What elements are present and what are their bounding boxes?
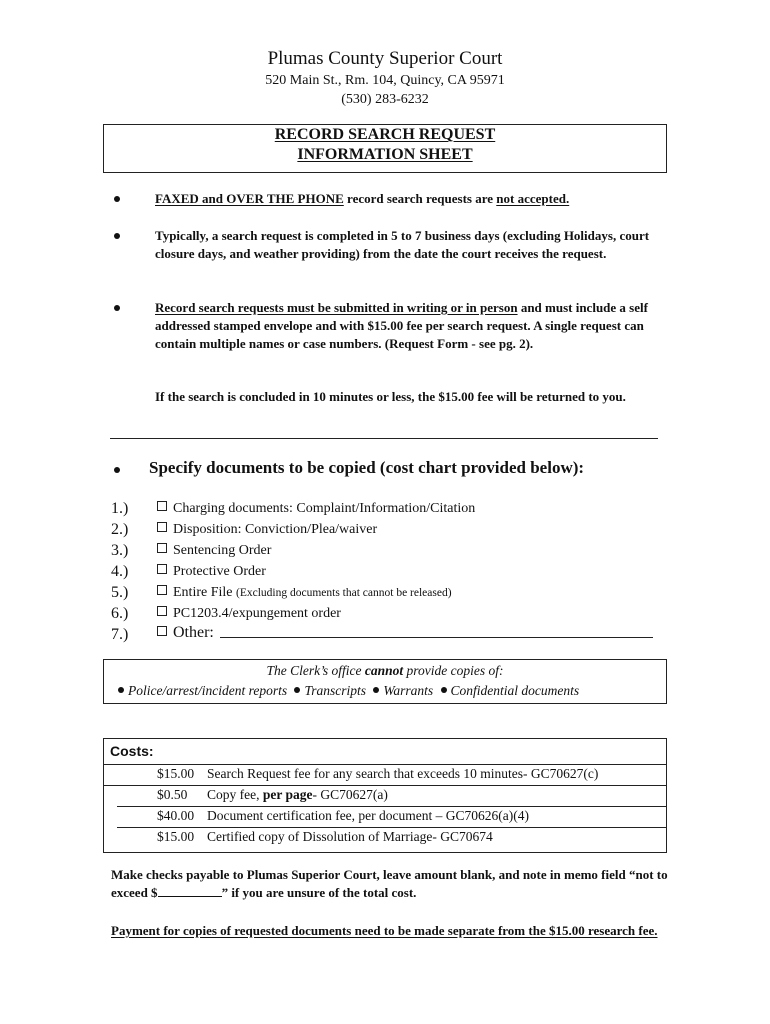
bullet-icon [114,233,120,239]
other-blank-line [220,637,653,638]
checkbox-icon [157,543,167,553]
checkbox-icon [157,626,167,636]
checkbox-icon [157,585,167,595]
checkbox-icon [157,606,167,616]
cost-row: $15.00 Certified copy of Dissolution of Marriage- GC70674 [157,829,493,844]
court-phone: (530) 283-6232 [341,92,429,107]
payment-instructions: Make checks payable to Plumas Superior Court, leave amount blank, and note in memo field “not to exceed $ ” if you are unsure of the total cost. [111,867,668,900]
item-number: 1.) [111,500,129,517]
document-option: PC1203.4/expungement order [157,606,341,622]
checkbox-icon [157,564,167,574]
table-divider [117,827,666,828]
costs-label: Costs: [110,743,154,759]
divider [110,438,658,439]
table-divider [104,764,666,765]
item-number: 7.) [111,626,129,643]
title-line-2: INFORMATION SHEET [297,146,473,163]
bullet-icon [114,467,120,473]
table-divider [117,806,666,807]
restricted-documents-list: Police/arrest/incident reports Transcripts Warrants Confidential documents [114,683,579,699]
bullet-icon [441,687,447,693]
bullet-icon [294,687,300,693]
title-line-1: RECORD SEARCH REQUEST [274,126,496,143]
item-number: 3.) [111,542,129,559]
separate-payment-notice: Payment for copies of requested documents need to be made separate from the $15.00 research fee. [111,923,658,938]
title-box [103,124,667,173]
document-option: Protective Order [157,564,266,580]
item-number: 4.) [111,563,129,580]
processing-time-text: Typically, a search request is completed in 5 to 7 business days (excluding Holidays, court closure days, and weather providing) from the date the court receives the request. [155,228,650,261]
refund-text: If the search is concluded in 10 minutes or less, the $15.00 fee will be returned to you. [155,389,626,404]
item-number: 5.) [111,584,129,601]
documents-heading: Specify documents to be copied (cost chart provided below): [149,458,585,477]
table-divider [104,785,666,786]
checkbox-icon [157,522,167,532]
submission-requirements-text: Record search requests must be submitted in writing or in person and must include a self addressed stamped envelope and with $15.00 fee per search request. A single request can contain multiple names or case numbers. (Request Form - see pg. 2). [155,300,648,351]
court-name: Plumas County Superior Court [267,48,503,69]
item-number: 2.) [111,521,129,538]
bullet-icon [118,687,124,693]
document-option: Disposition: Conviction/Plea/waiver [157,522,377,538]
document-option-other: Other: [157,624,214,642]
document-option: Sentencing Order [157,543,271,559]
cost-row: $40.00 Document certification fee, per document – GC70626(a)(4) [157,808,530,823]
clerk-notice-heading: The Clerk’s office cannot provide copies of: [266,663,504,678]
cost-row: $15.00 Search Request fee for any search that exceeds 10 minutes- GC70627(c) [157,766,599,781]
bullet-icon [114,196,120,202]
bullet-icon [373,687,379,693]
item-number: 6.) [111,605,129,622]
document-option: Entire File (Excluding documents that cannot be released) [157,585,452,601]
notice-fax-phone: FAXED and OVER THE PHONE record search requests are not accepted. [155,191,570,206]
cost-row: $0.50 Copy fee, per page- GC70627(a) [157,787,388,802]
bullet-icon [114,305,120,311]
costs-table [103,738,667,853]
amount-blank-line [158,885,222,897]
checkbox-icon [157,501,167,511]
court-address: 520 Main St., Rm. 104, Quincy, CA 95971 [265,73,505,88]
clerk-notice-box [103,659,667,704]
document-option: Charging documents: Complaint/Information/Citation [157,501,475,517]
